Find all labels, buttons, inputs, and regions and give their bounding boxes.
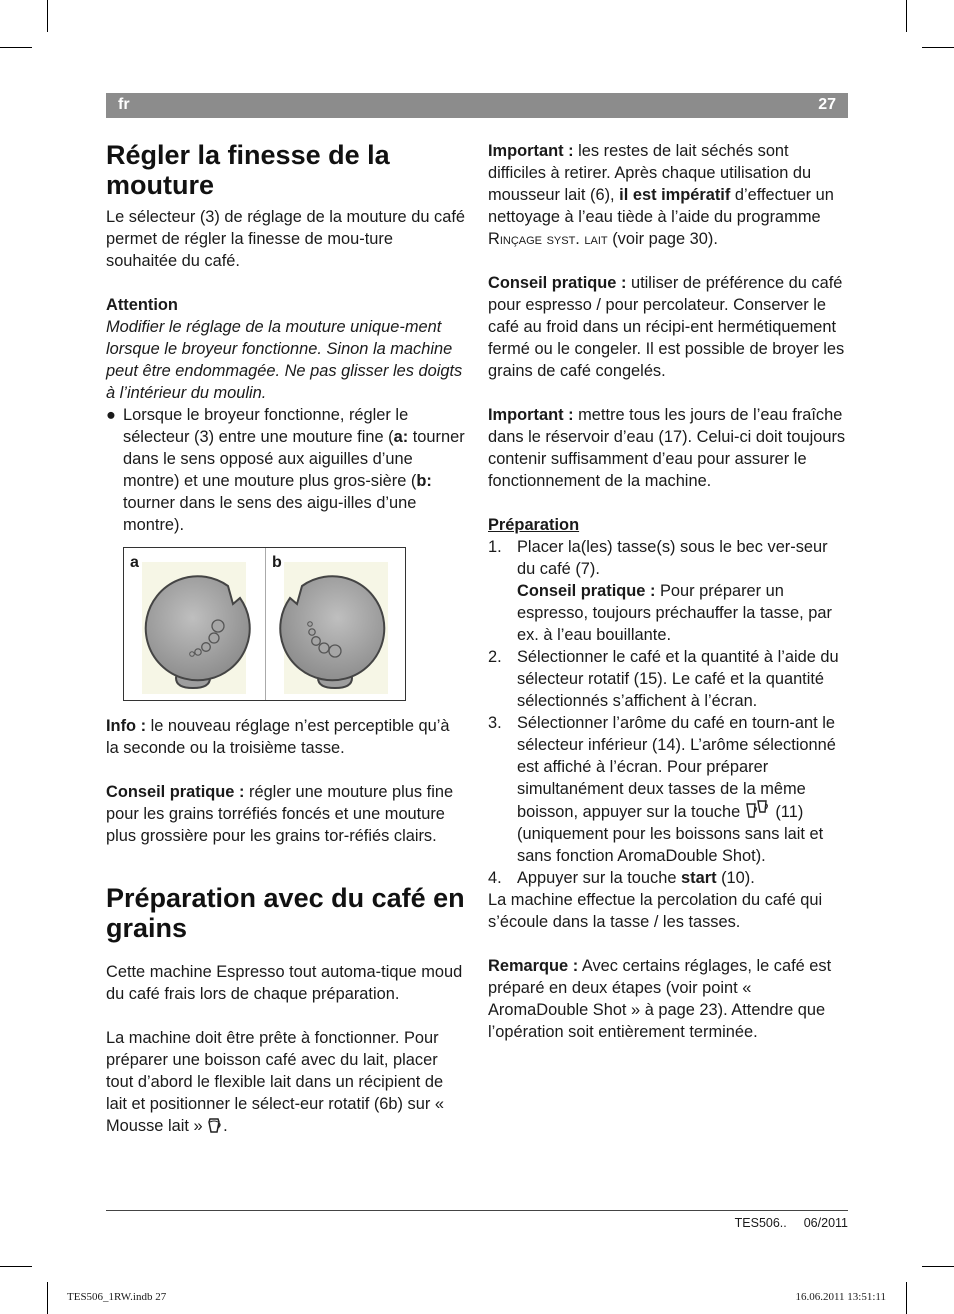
tip-paragraph-2: Conseil pratique : utiliser de préférence du café pour espresso / pour percolateur. Conserver le café au froid dans un récipi-ent hermétiquement fermé ou le congeler. Il est possible de broyer les grains de café congelés. [488,274,845,380]
left-column [106,140,466,1137]
footer [735,1216,848,1230]
attention-heading: Attention [106,296,178,314]
grinder-dial-figure [123,547,406,701]
crop-mark [0,47,32,48]
info-paragraph: Info : le nouveau réglage n’est perceptible qu’à la seconde ou la troisième tasse. [106,717,450,757]
section-title-grind: Régler la finesse de la mouture [106,140,390,200]
crop-mark [47,1282,48,1314]
step-1: 1. Placer la(les) tasse(s) sous le bec ver-seur du café (7). Conseil pratique : Pour préparer un espresso, toujours préchauffer la tasse, par ex. à l’eau bouillante. [488,536,850,646]
crop-mark [922,1266,954,1267]
crop-mark [906,0,907,32]
step-4: 4. Appuyer sur la touche start (10). [488,869,755,887]
footer-date: 06/2011 [803,1216,848,1230]
page-header-bar [106,93,848,118]
crop-mark [922,47,954,48]
figure-panel-a [124,548,264,700]
figure-label-a: a [130,554,139,571]
ready-paragraph: La machine doit être prête à fonctionner. Pour préparer une boisson café avec du lait, placer tout d’abord le flexible lait dans un récipient de lait et positionner le sélect-eur rotatif (6b) sur « Mousse lait » . [106,1029,444,1135]
intro-paragraph: Le sélecteur (3) de réglage de la mouture du café permet de régler la finesse de mou-ture souhaitée du café. [106,208,465,270]
grinder-dial-coarse-icon [266,548,406,700]
right-column [488,140,850,1043]
step-2: 2. Sélectionner le café et la quantité à l’aide du sélecteur rotatif (15). Le café et la quantité sélectionnés s’affichent à l’écran. [488,648,839,710]
slug-timestamp: 16.06.2011 13:51:11 [795,1291,886,1303]
important-paragraph-1: Important : les restes de lait séchés sont difficiles à retirer. Après chaque utilisation du mousseur lait (6), il est impératif d’effectuer un nettoyage à l’eau tiède à l’aide du programme Rinçage syst. lait (voir page 30). [488,142,834,248]
crop-mark [906,1282,907,1314]
step-1-tip: Conseil pratique : Pour préparer un espresso, toujours préchauffer la tasse, par ex. à l’eau bouillante. [517,582,832,644]
bullet-item: ● Lorsque le broyeur fonctionne, régler le sélecteur (3) entre une mouture fine (a: tourner dans le sens opposé aux aiguilles d’une montre) et une mouture plus gros-sière (b: tourner dans le sens des aigu-illes d’une montre). [106,406,465,534]
tip-paragraph: Conseil pratique : régler une mouture plus fine pour les grains torréfiés foncés et une mouture plus grossière pour les grains tor-réfiés clairs. [106,783,454,845]
page-number: 27 [818,96,836,113]
step-3: 3. Sélectionner l’arôme du café en tourn-ant le sélecteur inférieur (14). L’arôme sélectionné est affiché à l’écran. Pour préparer simultanément deux tasses de la même boisson, appuyer sur la touche (11) (uniquement pour les boissons sans lait et sans fonction AromaDouble Shot). [488,714,836,865]
program-name: Rinçage syst. lait [488,230,608,248]
crop-mark [47,0,48,32]
section-title-beans: Préparation avec du café en grains [106,883,465,943]
grinder-dial-fine-icon [124,548,264,700]
important-paragraph-2: Important : mettre tous les jours de l’eau fraîche dans le réservoir d’eau (17). Celui-ci doit toujours contenir suffisamment d’eau pour assurer le fonctionnement de la machine. [488,406,846,490]
language-code: fr [118,96,130,113]
footer-rule [106,1210,848,1211]
figure-label-b: b [272,554,282,571]
preparation-heading: Préparation [488,516,580,534]
bullet-marker: ● [106,406,116,424]
after-steps-paragraph: La machine effectue la percolation du café qui s’écoule dans la tasse / les tasses. [488,891,823,931]
milk-jug-icon [207,1116,223,1134]
attention-text: Modifier le réglage de la mouture unique-ment lorsque le broyeur fonctionne. Sinon la machine peut être endommagée. Ne pas glisser les doigts à l’intérieur du moulin. [106,318,463,402]
figure-panel-b [266,548,406,700]
footer-model: TES506.. [734,1216,787,1230]
remark-paragraph: Remarque : Avec certains réglages, le café est préparé en deux étapes (voir point « AromaDouble Shot » à page 23). Attendre que l’opération soit entièrement terminée. [488,957,832,1041]
machine-paragraph: Cette machine Espresso tout automa-tique moud du café frais lors de chaque préparation. [106,963,463,1003]
crop-mark [0,1266,32,1267]
slug-file: TES506_1RW.indb 27 [67,1291,167,1303]
two-cups-icon [745,800,771,820]
